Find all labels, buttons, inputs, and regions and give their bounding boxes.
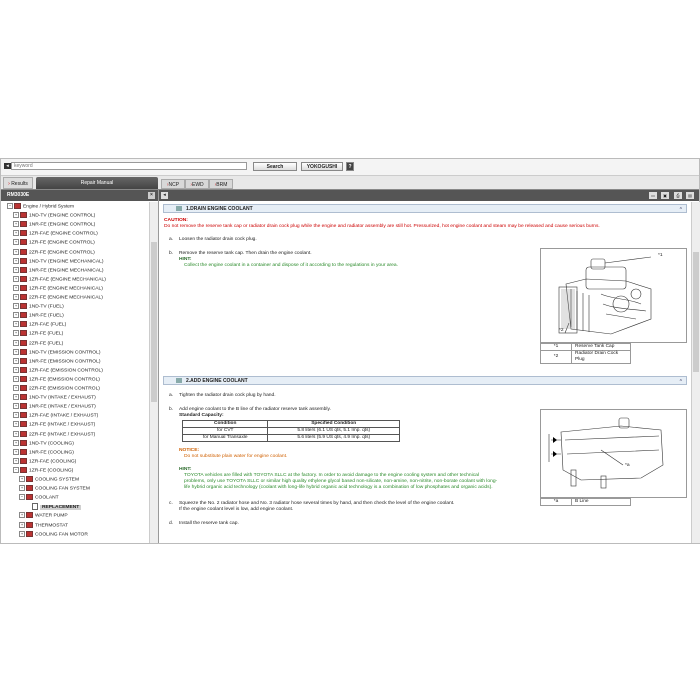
tree-item-label: REPLACEMENT (42, 505, 80, 511)
caution-label: CAUTION: (164, 218, 188, 223)
expand-icon[interactable]: + (14, 284, 18, 290)
expand-icon[interactable]: + (20, 521, 24, 527)
tree-item-label: 1NR-FE (ENGINE MECHANICAL) (29, 267, 104, 273)
book-icon (20, 303, 27, 309)
figure-legend (540, 498, 631, 506)
collapse-icon[interactable]: − (14, 466, 18, 472)
table-cell: for CVT (183, 428, 268, 435)
expand-icon[interactable]: + (14, 403, 18, 409)
back-arrow-icon[interactable]: ◂ (161, 192, 168, 199)
tree-item[interactable] (13, 294, 103, 302)
book-icon (20, 440, 27, 446)
tree-item[interactable] (7, 203, 74, 211)
tree-item[interactable] (13, 249, 95, 257)
tab-results-label: Results (11, 181, 28, 187)
legend-row (541, 499, 631, 506)
legend-key: *1 (541, 344, 572, 351)
expand-icon[interactable]: + (14, 330, 18, 336)
expand-icon[interactable]: + (20, 485, 24, 491)
tab-ncp-label: NCP (168, 182, 180, 188)
tree-item-label: 1ND-TV (FUEL) (29, 304, 64, 310)
capacity-table (182, 420, 400, 442)
callout-label: *1 (658, 253, 663, 258)
legend-row (541, 344, 631, 351)
tree-item-label: THERMOSTAT (35, 522, 68, 528)
keyword-input[interactable] (11, 162, 247, 170)
expand-icon[interactable]: + (14, 248, 18, 254)
book-icon (20, 276, 27, 282)
tree-item-label: 2ZR-FE (FUEL) (29, 340, 64, 346)
tree-item-label: 1ZR-FAE (ENGINE MECHANICAL) (29, 277, 106, 283)
document-icon (32, 503, 38, 510)
chevron-icon: › (214, 182, 217, 188)
tab-brm-label: BRM (216, 182, 228, 188)
tree-item[interactable] (13, 394, 96, 402)
tree-item-label: 1ZR-FE (COOLING) (29, 468, 74, 474)
tree-item[interactable] (13, 212, 95, 220)
figure-reserve-tank (540, 409, 687, 498)
callout-label: *2 (559, 328, 564, 333)
legend-key: *a (541, 499, 572, 506)
tree-item[interactable] (13, 458, 76, 466)
tree-item-label: 1ND-TV (ENGINE MECHANICAL) (29, 258, 104, 264)
expand-icon[interactable]: + (14, 294, 18, 299)
column-header: Specified Condition (268, 421, 400, 428)
step-letter: b. (169, 407, 174, 412)
book-icon (20, 385, 27, 391)
book-icon (20, 449, 27, 455)
tree-item-label: 2ZR-FE (INTAKE / EXHAUST) (29, 431, 96, 437)
expand-icon[interactable]: + (14, 266, 18, 272)
book-icon (20, 403, 27, 409)
save-icon[interactable]: ▤ (686, 192, 694, 199)
expand-icon[interactable]: + (14, 275, 18, 281)
expand-icon[interactable]: + (14, 457, 18, 463)
step-text: Remove the reserve tank cap. Then drain the engine coolant. (179, 251, 312, 256)
book-icon (20, 431, 27, 437)
content-scrollbar[interactable] (691, 202, 700, 543)
chevron-icon: › (166, 182, 169, 188)
hint-line: TOYOTA vehicles are filled with TOYOTA SLLC at the factory. In order to avoid damage to the engine cooling system and other technical (184, 473, 479, 478)
expand-icon[interactable]: + (14, 212, 18, 218)
tree-scrollbar[interactable] (149, 202, 158, 543)
expand-icon[interactable]: + (14, 339, 18, 345)
hint-line: problems, only use TOYOTA SLLC or similar high quality ethylene glycol based non-silicate, non-amine, non-nitrite, non-borate coolant with long- (184, 479, 498, 484)
book-icon (20, 267, 27, 273)
expand-icon[interactable]: + (14, 385, 18, 390)
tree-item[interactable] (13, 449, 74, 457)
book-icon (20, 258, 27, 264)
collapse-icon[interactable]: ⌃ (678, 207, 683, 213)
tree-item-label: 1NR-FE (COOLING) (29, 449, 74, 455)
reserve-tank-illustration (541, 410, 686, 497)
book-icon (20, 412, 27, 418)
expand-icon[interactable]: + (14, 257, 18, 263)
expand-icon[interactable]: + (14, 366, 18, 372)
tree-item-label: 1ND-TV (ENGINE CONTROL) (29, 213, 96, 219)
search-button[interactable]: Search (253, 162, 297, 171)
tree-item-label: 1NR-FE (EMISSION CONTROL) (29, 358, 101, 364)
section-title: 1.DRAIN ENGINE COOLANT (186, 206, 253, 212)
tree-item[interactable] (13, 467, 73, 475)
tree-item[interactable] (13, 239, 95, 247)
legend-value: Radiator Drain Cock Plug (572, 351, 631, 364)
book-icon (20, 367, 27, 373)
tree-item-label: 1ND-TV (EMISSION CONTROL) (29, 349, 101, 355)
table-row (183, 435, 400, 442)
hint-line: life hybrid organic acid technology (coolant with long-life hybrid organic acid technology is a combination of low phosphates and organic acids). (184, 485, 493, 490)
tree-item-label: 1ZR-FAE (EMISSION CONTROL) (29, 368, 103, 374)
tree-item[interactable] (19, 522, 68, 530)
manual-id: RM3030E (7, 192, 30, 198)
tree-item-label: COOLING FAN SYSTEM (35, 486, 90, 492)
collapse-icon[interactable]: − (8, 203, 12, 208)
close-icon[interactable]: × (148, 192, 155, 199)
tree-item-label: 1NR-FE (INTAKE / EXHAUST) (29, 404, 96, 410)
tab-ewd-label: EWD (192, 182, 204, 188)
tree-item-label: COOLING FAN MOTOR (35, 531, 88, 537)
table-cell: 5.6 liters (5.9 US qts, 4.9 Imp. qts) (268, 435, 400, 442)
chevron-icon: › (8, 181, 12, 187)
book-icon (26, 476, 33, 482)
book-icon (20, 467, 27, 473)
expand-icon[interactable]: + (14, 375, 18, 381)
hint-text: Collect the engine coolant in a container and dispose of it according to the regulations in your area. (184, 263, 398, 268)
book-icon (20, 330, 27, 336)
tree-item-label: 1ND-TV (COOLING) (29, 440, 74, 446)
tree-item-label: 1ZR-FE (FUEL) (29, 331, 64, 337)
expand-icon[interactable]: + (14, 421, 18, 427)
tree-item[interactable] (19, 485, 90, 493)
standard-capacity-label: Standard Capacity: (179, 413, 224, 418)
tree-item[interactable] (13, 358, 100, 366)
notice-text: Do not substitute plain water for engine coolant. (184, 454, 288, 459)
tree-item[interactable] (13, 321, 66, 329)
tree-item[interactable] (19, 531, 88, 539)
expand-icon[interactable]: + (14, 239, 18, 245)
search-bar (1, 159, 699, 176)
expand-icon[interactable]: + (14, 303, 18, 309)
content-toolbar (159, 190, 699, 201)
book-icon (26, 485, 33, 491)
restore-icon[interactable]: ▭ (649, 192, 657, 199)
book-icon (20, 376, 27, 382)
step-text: Squeeze the No. 2 radiator hose and No. 3 radiator hose several times by hand, and then check the level of the engine coolant. (179, 501, 455, 506)
step-letter: c. (169, 501, 173, 506)
tab-ncp[interactable] (161, 179, 185, 189)
tab-brm[interactable] (209, 179, 233, 189)
tree-item-label: 1ZR-FE (ENGINE MECHANICAL) (29, 286, 103, 292)
expand-icon[interactable]: + (14, 312, 18, 318)
tab-row (1, 176, 699, 190)
step-text: Loosen the radiator drain cock plug. (179, 237, 257, 242)
tree-item-label: 1ZR-FAE (INTAKE / EXHAUST) (29, 413, 99, 419)
book-icon (20, 394, 27, 400)
book-icon (20, 340, 27, 346)
table-cell: 5.8 liters (6.1 US qts, 5.1 Imp. qts) (268, 428, 400, 435)
tree-item[interactable] (13, 440, 74, 448)
legend-value: Reserve Tank Cap (572, 344, 631, 351)
step-letter: a. (169, 237, 174, 242)
tree-item[interactable] (13, 367, 103, 375)
tree-item[interactable] (13, 412, 98, 420)
tree-item[interactable] (13, 340, 63, 348)
expand-icon[interactable]: + (14, 430, 18, 436)
book-icon (20, 321, 27, 327)
tab-results[interactable] (3, 177, 33, 189)
step-text: If the engine coolant level is low, add engine coolant. (179, 507, 294, 512)
expand-icon[interactable]: + (20, 512, 24, 518)
repair-content (159, 202, 691, 543)
tree-item[interactable] (19, 512, 68, 520)
step-letter: b. (169, 251, 174, 256)
table-cell: for Manual Transaxle (183, 435, 268, 442)
section-title: 2.ADD ENGINE COOLANT (186, 378, 248, 384)
tree-item-label: 2ZR-FE (ENGINE CONTROL) (29, 249, 95, 255)
table-header-row (183, 421, 400, 428)
repair-manual-app (0, 158, 700, 544)
content-panel (159, 190, 699, 543)
chevron-icon: › (190, 182, 192, 188)
book-icon (20, 312, 27, 318)
tree-item-label: 2ZR-FE (EMISSION CONTROL) (29, 386, 100, 392)
notice-label: NOTICE: (179, 448, 200, 453)
table-row (183, 428, 400, 435)
expand-icon[interactable]: + (14, 221, 18, 227)
content-scroll-thumb[interactable] (693, 252, 699, 372)
tree-item-label: COOLANT (35, 495, 59, 501)
tree-item[interactable] (13, 230, 98, 238)
tree-item-label: 2ZR-FE (ENGINE MECHANICAL) (29, 295, 103, 301)
tree-item[interactable] (13, 303, 64, 311)
step-text: Tighten the radiator drain cock plug by hand. (179, 393, 276, 398)
book-icon (20, 358, 27, 364)
help-button[interactable]: ? (346, 162, 354, 171)
callout-label: *a (625, 463, 630, 468)
tree-item[interactable] (13, 276, 106, 284)
print-icon[interactable]: ⎙ (674, 192, 682, 199)
expand-icon[interactable]: + (14, 448, 18, 454)
collapse-icon[interactable]: ⌃ (678, 379, 683, 385)
tree-item[interactable] (19, 476, 79, 484)
keyword-icon: ◂ (4, 163, 11, 169)
book-icon (14, 203, 21, 209)
book-icon (20, 421, 27, 427)
tree-item-label: WATER PUMP (35, 513, 68, 519)
yokogushi-button[interactable]: YOKOGUSHI (301, 162, 343, 171)
section-add-coolant[interactable] (163, 376, 687, 385)
tree-item[interactable] (13, 385, 100, 393)
expand-icon[interactable]: + (14, 412, 18, 418)
figure-legend (540, 343, 631, 364)
tree-item[interactable] (13, 421, 95, 429)
tree-item[interactable] (13, 403, 96, 411)
tree-item[interactable] (13, 258, 103, 266)
tree-item[interactable] (19, 494, 59, 502)
tree-item[interactable] (25, 503, 81, 511)
expand-icon[interactable]: ▣ (661, 192, 669, 199)
manual-header (1, 190, 158, 201)
step-text: Add engine coolant to the B line of the radiator reserve tank assembly. (179, 407, 331, 412)
expand-icon[interactable]: + (14, 357, 18, 363)
manual-tree (1, 202, 150, 543)
tree-item-label: 1ZR-FAE (COOLING) (29, 459, 77, 465)
book-icon (20, 249, 27, 255)
book-icon (20, 285, 27, 291)
tree-item[interactable] (13, 285, 103, 293)
collapse-icon[interactable]: − (20, 494, 24, 500)
legend-row (541, 351, 631, 364)
step-letter: d. (169, 521, 174, 526)
tree-item[interactable] (13, 267, 103, 275)
book-icon (20, 458, 27, 464)
book-icon (26, 494, 33, 500)
expand-icon[interactable]: + (14, 321, 18, 327)
expand-icon[interactable]: + (14, 394, 18, 400)
tree-item-label: 1ZR-FAE (FUEL) (29, 322, 67, 328)
section-drain-coolant[interactable] (163, 204, 687, 213)
book-icon (20, 221, 27, 227)
hint-label: HINT: (179, 257, 192, 262)
figure-engine-coolant-drain (540, 248, 687, 343)
navigation-panel (1, 190, 159, 543)
tree-item-label: 1ZR-FE (ENGINE CONTROL) (29, 240, 95, 246)
tree-item[interactable] (13, 221, 95, 229)
tree-item-label: 1NR-FE (FUEL) (29, 313, 64, 319)
book-icon (20, 212, 27, 218)
legend-key: *2 (541, 351, 572, 364)
tree-item-label: 1NR-FE (ENGINE CONTROL) (29, 222, 96, 228)
expand-icon[interactable]: + (20, 476, 24, 481)
tree-item[interactable] (13, 376, 100, 384)
tree-item[interactable] (13, 431, 95, 439)
book-icon (26, 531, 33, 537)
tree-item-label: 1ND-TV (INTAKE / EXHAUST) (29, 395, 96, 401)
book-icon (20, 239, 27, 245)
tree-item-label: 1ZR-FAE (ENGINE CONTROL) (29, 231, 98, 237)
legend-value: B Line (572, 499, 631, 506)
book-icon (20, 294, 27, 300)
tree-item-label: 1ZR-FE (INTAKE / EXHAUST) (29, 422, 96, 428)
tree-item-label: Engine / Hybrid System (23, 204, 75, 210)
book-icon (26, 522, 33, 528)
book-icon (26, 512, 33, 518)
book-icon (20, 230, 27, 236)
caution-text: Do not remove the reserve tank cap or radiator drain cock plug while the engine and radiator assembly are still hot. Pressurized, hot engine coolant and steam may be released and cause serious burns. (164, 224, 600, 229)
tree-item[interactable] (13, 312, 64, 320)
book-icon (20, 349, 27, 355)
tree-item[interactable] (13, 330, 63, 338)
hint-label: HINT: (179, 467, 192, 472)
tab-repair-manual[interactable]: Repair Manual (36, 177, 158, 189)
expand-icon[interactable]: + (14, 230, 18, 236)
expand-icon[interactable]: + (20, 530, 24, 536)
section-icon (176, 378, 182, 383)
tab-ewd[interactable] (185, 179, 209, 189)
expand-icon[interactable]: + (14, 439, 18, 445)
tree-scroll-thumb[interactable] (151, 242, 157, 402)
column-header: Condition (183, 421, 268, 428)
section-icon (176, 206, 182, 211)
expand-icon[interactable]: + (14, 348, 18, 354)
tree-item[interactable] (13, 349, 100, 357)
tree-item-label: 1ZR-FE (EMISSION CONTROL) (29, 377, 100, 383)
step-letter: a. (169, 393, 174, 398)
tree-item-label: COOLING SYSTEM (35, 477, 80, 483)
step-text: Install the reserve tank cap. (179, 521, 239, 526)
